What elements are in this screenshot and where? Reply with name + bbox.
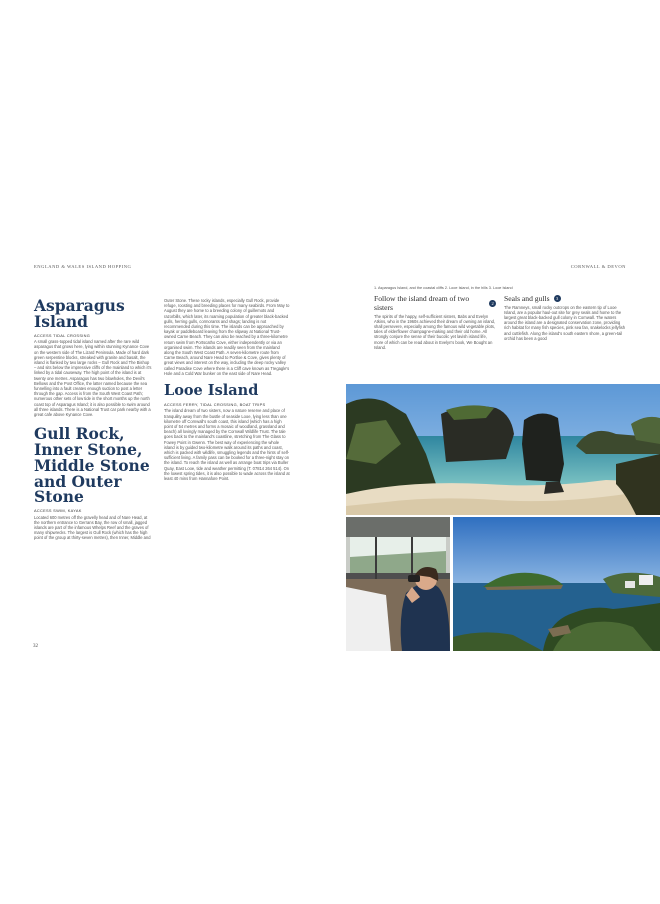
page-number-left: 32 (33, 644, 38, 649)
gull-rock-body: Located 600 metres off the gravelly head and of Nare Head, at the northern entrance to Gerrans Bay, the row of small, jagged islands are part of the infamous Whelps Reef and the graves of many shipwrecks. The largest is Gull Rock (which has the high point of the group at thirty-seven metres), then Inner, Middle and (34, 514, 151, 541)
photo-caption: 1. Asparagus Island, and the coastal cliffs 2. Looe Island, in the hills 3. Looe Island (374, 286, 513, 290)
seals-heading (504, 294, 628, 303)
column-left-2 (164, 298, 290, 481)
running-head-right: CORNWALL & DEVON (570, 264, 626, 269)
outer-stone-body: Outer Stone. These rocky islands, especially Gull Rock, provide refuge, roosting and breeding places for many seabirds. From May to August they are home to a breeding colony of guillemots and razorbills, which later, its roaming population of greater black-backed gulls, herring gulls, cormorants and shags; landing is not recommended during this time. The islands can be approached by kayak or paddleboard leaving from the slipway at National Trust-owned Carne Beach. They can also be reached by a three-kilometre return swim from Portscatho Cove, either independently or via an organised swim. The islands are readily seen from the mainland along the South West Coast Path. A seven-kilometre route from Carne Beach, around Nare Head to Portloe & Cove, gives plenty of great views and interest on the way, including the deep rocky valley called Paradise Cove where there is a Cliff cave known as Tregagle's Hole and a Cold War bunker on the east side of Nare Head. (164, 298, 290, 376)
column-right-2 (504, 294, 628, 377)
running-head-left: ENGLAND & WALES ISLAND HOPPING (34, 264, 132, 269)
number-badge-icon: 2 (489, 300, 496, 307)
gull-rock-title: Gull Rock, Inner Stone, Middle Stone and Outer Stone (34, 424, 150, 507)
number-badge-icon: 3 (554, 295, 561, 302)
follow-heading (374, 294, 496, 312)
asparagus-body: A small grass-topped tidal island named after the rare wild asparagus that grows here, lying within stunning Kynance Cove on the western side of The Lizard Peninsula. Made of hard dark green serpentine blocks, streaked with granite and basalt, the island is flanked by two large rocks – Gull Rock and The Bishop – and sits below the impressive cliffs of the mainland to which it's linked by a tidal causeway. The high point of the island is at twenty one metres. Asparagus has two blowholes, the Devil's Bellows and the Post Office, the latter named because the sea funnelling into a fault creates enough suction to post a letter through the gap. Access is from the South West Coast Path; numerous other sets of low tide in the short months up the north coast top of Asparagus Island; it is also possible to swim around all three islands. There is a National Trust car park nearby with a great cafe above Kynance Cove. (34, 339, 152, 417)
follow-body: The spirits of the happy, self-sufficient sisters, Babs and Evelyn Atkins, who in the 1960s achieved their dream of owning an island, shall persevere, especially among the famous wild vegetable plots, tales of elderflower champagne-making and their old home. All strongly conjure the sense of their bucolic yet lavish island life, more of which can be read about in Evelyn's book, We Bought an Island. (374, 313, 496, 350)
column-left-1 (34, 298, 152, 541)
looe-body: The island dream of two sisters, now a nature reserve and place of tranquility away from the bustle of seaside Looe, lying less than one kilometre off Cornwall's south coast, this island (which has a high point of 54 metres and forms a mosaic of woodland, grassland and beach) all lovingly managed by the Cornwall Wildlife Trust. The tale goes back to the mainland's coastline, stretching from The Glass to Fowey Point in Gwenn. The best way of experiencing the whole island is by guided two-kilometre walk around its paths and coast, which is packed with wildlife, smuggling legends and the hints of self-sufficient living. A family pass can be booked for a three-night stay on the island. To reach the island as well as arrange boat trips via Buller Quay, East Looe, tide and weather permitting (T. 07814 264 514). On the lowest spring tides, it is also possible to wade across the island at least 40 mins from Hannafore Point. (164, 408, 290, 481)
asparagus-island-photo (346, 384, 660, 515)
seals-body: The Ramneys, small rocky outcrops on the eastern tip of Looe Island, are a popular haul-out site for grey seals and home to the largest great black-backed gull colony in Cornwall. The waters around the island are a designated conservation zone, providing rich habitat for many fish species, pink sea fan, snakelocks jellyfish and cuttlefish. Along the island's south eastern shore, a green-tail orchid has been a good (504, 304, 626, 341)
looe-title: Looe Island (164, 382, 259, 400)
follow-title: Follow the island dream of two sisters (374, 294, 470, 312)
asparagus-title: Asparagus Island (34, 296, 125, 331)
column-right-1 (374, 294, 496, 386)
gull-rock-access: ACCESS SWIM, KAYAK (34, 508, 82, 514)
looe-access: ACCESS FERRY, TIDAL CROSSING, BOAT TRIPS (164, 401, 266, 407)
asparagus-access: ACCESS TIDAL CROSSING (34, 332, 91, 338)
looe-island-photo (453, 517, 660, 651)
seals-title: Seals and gulls (504, 294, 550, 303)
boy-binoculars-photo (346, 517, 450, 651)
